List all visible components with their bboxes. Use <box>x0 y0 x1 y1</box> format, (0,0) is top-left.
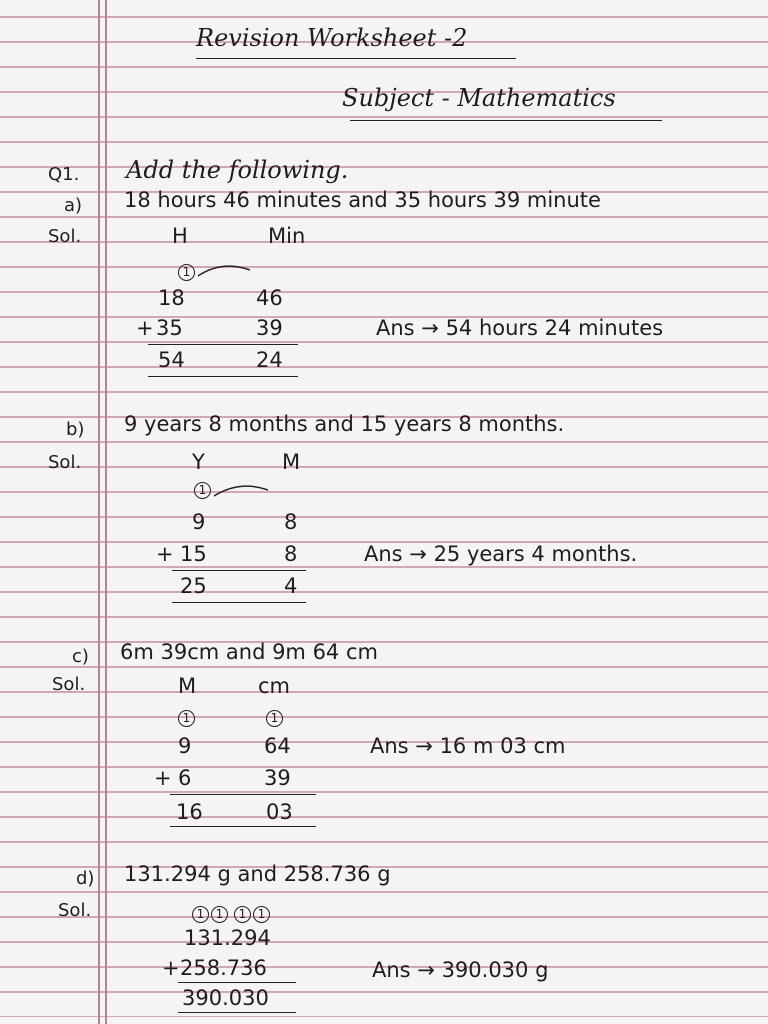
addend: 9 <box>192 510 206 534</box>
addend: 64 <box>264 734 291 758</box>
column-header: cm <box>258 674 291 698</box>
sum: 24 <box>256 348 283 372</box>
column-header: M <box>282 450 301 474</box>
question-number: Q1. <box>48 164 80 185</box>
carry-digit: 1 1 <box>234 906 272 923</box>
part-statement: 18 hours 46 minutes and 35 hours 39 minute <box>124 188 601 212</box>
sum-line <box>148 344 298 345</box>
worksheet-title: Revision Worksheet -2 <box>196 24 468 52</box>
carry-arrow <box>212 480 272 500</box>
sol-label: Sol. <box>48 226 82 247</box>
addend: 8 <box>284 542 298 566</box>
carry-digit: 1 <box>178 710 197 727</box>
carry-digit: 1 1 <box>192 906 230 923</box>
part-statement: 6m 39cm and 9m 64 cm <box>120 640 378 664</box>
column-header: Y <box>192 450 205 474</box>
sol-label: Sol. <box>58 900 92 921</box>
part-label: a) <box>64 195 83 216</box>
sum-line <box>178 982 296 983</box>
addend: 39 <box>264 766 291 790</box>
sum-line <box>148 376 298 377</box>
sum-line <box>172 570 306 571</box>
addend: 35 <box>156 316 183 340</box>
answer: Ans → 390.030 g <box>372 958 549 982</box>
margin-line <box>105 0 107 1024</box>
subject-heading: Subject - Mathematics <box>342 84 616 112</box>
part-label: c) <box>72 646 89 667</box>
sum: 03 <box>266 800 293 824</box>
carry-digit: 1 <box>178 264 197 281</box>
answer: Ans → 54 hours 24 minutes <box>376 316 664 340</box>
sum-line <box>172 602 306 603</box>
carry-digit: 1 <box>194 482 213 499</box>
question-text: Add the following. <box>126 156 349 184</box>
sol-label: Sol. <box>52 674 86 695</box>
sum: 390.030 <box>182 986 269 1010</box>
addend: 15 <box>180 542 207 566</box>
plus-sign: + <box>136 316 154 340</box>
part-statement: 9 years 8 months and 15 years 8 months. <box>124 412 565 436</box>
part-label: d) <box>76 868 95 889</box>
column-header: M <box>178 674 197 698</box>
part-statement: 131.294 g and 258.736 g <box>124 862 391 886</box>
sum-line <box>170 826 316 827</box>
sum: 16 <box>176 800 203 824</box>
addend: 39 <box>256 316 283 340</box>
addend: 6 <box>178 766 192 790</box>
sum-line <box>178 1012 296 1013</box>
carry-digit: 1 <box>266 710 285 727</box>
addend: 8 <box>284 510 298 534</box>
answer: Ans → 25 years 4 months. <box>364 542 638 566</box>
plus-sign: + <box>154 766 172 790</box>
addend: 131.294 <box>184 926 271 950</box>
margin-line <box>98 0 100 1024</box>
subject-underline <box>350 120 662 121</box>
part-label: b) <box>66 419 85 440</box>
sum-line <box>170 794 316 795</box>
sum: 4 <box>284 574 298 598</box>
plus-sign: + <box>162 956 180 980</box>
addend: 258.736 <box>180 956 267 980</box>
answer: Ans → 16 m 03 cm <box>370 734 566 758</box>
addend: 46 <box>256 286 283 310</box>
column-header: H <box>172 224 188 248</box>
addend: 9 <box>178 734 192 758</box>
addend: 18 <box>158 286 185 310</box>
sol-label: Sol. <box>48 452 82 473</box>
sum: 54 <box>158 348 185 372</box>
column-header: Min <box>268 224 306 248</box>
title-underline <box>196 58 516 59</box>
sum: 25 <box>180 574 207 598</box>
plus-sign: + <box>156 542 174 566</box>
carry-arrow <box>196 260 254 280</box>
